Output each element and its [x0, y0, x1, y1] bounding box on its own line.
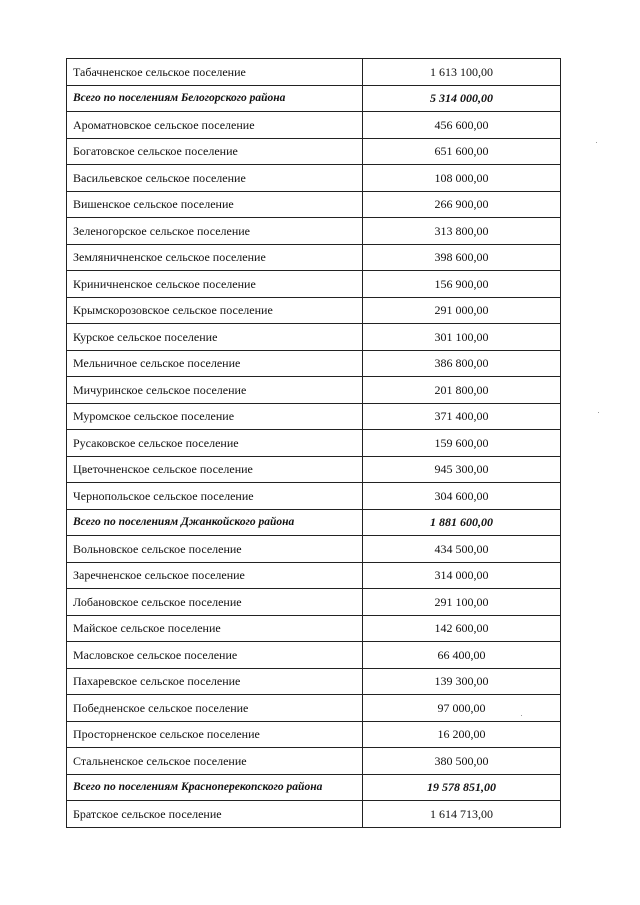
settlement-amount: 291 100,00: [363, 589, 561, 616]
settlement-name: Просторненское сельское поселение: [67, 721, 363, 748]
settlement-amount: 380 500,00: [363, 748, 561, 775]
table-row: [67, 350, 561, 377]
settlement-amount: 108 000,00: [363, 165, 561, 192]
settlement-amount: 314 000,00: [363, 562, 561, 589]
table-row: [67, 668, 561, 695]
settlement-name: Вольновское сельское поселение: [67, 536, 363, 563]
district-total-row: [67, 774, 561, 801]
settlement-name: Курское сельское поселение: [67, 324, 363, 351]
settlement-name: Васильевское сельское поселение: [67, 165, 363, 192]
table-row: [67, 430, 561, 457]
district-total-amount: 5 314 000,00: [363, 85, 561, 112]
table-row: [67, 642, 561, 669]
table-row: [67, 271, 561, 298]
table-row: [67, 589, 561, 616]
settlement-amount: 434 500,00: [363, 536, 561, 563]
settlement-amount: 386 800,00: [363, 350, 561, 377]
table-row: [67, 721, 561, 748]
district-total-row: [67, 85, 561, 112]
settlement-amount: 456 600,00: [363, 112, 561, 139]
settlement-name: Братское сельское поселение: [67, 801, 363, 828]
settlement-name: Масловское сельское поселение: [67, 642, 363, 669]
settlement-name: Богатовское сельское поселение: [67, 138, 363, 165]
settlement-name: Зеленогорское сельское поселение: [67, 218, 363, 245]
scan-speck: [598, 412, 599, 413]
settlement-amount: 398 600,00: [363, 244, 561, 271]
table-row: [67, 377, 561, 404]
district-total-label: Всего по поселениям Джанкойского района: [67, 509, 363, 536]
settlement-name: Табачненское сельское поселение: [67, 59, 363, 86]
table-row: [67, 191, 561, 218]
settlement-amount: 1 613 100,00: [363, 59, 561, 86]
settlement-amount: 156 900,00: [363, 271, 561, 298]
settlement-name: Пахаревское сельское поселение: [67, 668, 363, 695]
settlement-name: Мичуринское сельское поселение: [67, 377, 363, 404]
settlement-amount: 97 000,00: [363, 695, 561, 722]
settlement-amount: 313 800,00: [363, 218, 561, 245]
settlement-name: Стальненское сельское поселение: [67, 748, 363, 775]
settlement-name: Вишенское сельское поселение: [67, 191, 363, 218]
table-row: [67, 218, 561, 245]
settlement-amount: 1 614 713,00: [363, 801, 561, 828]
settlement-amount: 66 400,00: [363, 642, 561, 669]
table-row: [67, 324, 561, 351]
district-total-amount: 19 578 851,00: [363, 774, 561, 801]
district-total-label: Всего по поселениям Белогорского района: [67, 85, 363, 112]
district-total-label: Всего по поселениям Красноперекопского района: [67, 774, 363, 801]
scan-speck: [596, 142, 597, 143]
table-row: [67, 615, 561, 642]
settlement-amount: 371 400,00: [363, 403, 561, 430]
settlement-name: Заречненское сельское поселение: [67, 562, 363, 589]
settlement-amount: 16 200,00: [363, 721, 561, 748]
settlement-name: Лобановское сельское поселение: [67, 589, 363, 616]
settlement-name: Майское сельское поселение: [67, 615, 363, 642]
settlement-name: Земляничненское сельское поселение: [67, 244, 363, 271]
settlement-name: Цветочненское сельское поселение: [67, 456, 363, 483]
settlement-amount: 304 600,00: [363, 483, 561, 510]
settlement-name: Победненское сельское поселение: [67, 695, 363, 722]
settlement-name: Ароматновское сельское поселение: [67, 112, 363, 139]
settlement-amount: 266 900,00: [363, 191, 561, 218]
table-row: [67, 483, 561, 510]
settlement-amount: 159 600,00: [363, 430, 561, 457]
table-body: [67, 59, 561, 828]
table-row: [67, 456, 561, 483]
table-row: [67, 536, 561, 563]
table-row: [67, 138, 561, 165]
table-row: [67, 59, 561, 86]
settlement-amount: 201 800,00: [363, 377, 561, 404]
settlement-amount: 139 300,00: [363, 668, 561, 695]
settlement-name: Криничненское сельское поселение: [67, 271, 363, 298]
table-row: [67, 695, 561, 722]
table-row: [67, 801, 561, 828]
settlement-name: Русаковское сельское поселение: [67, 430, 363, 457]
settlement-amount: 651 600,00: [363, 138, 561, 165]
district-total-amount: 1 881 600,00: [363, 509, 561, 536]
settlement-amount: 945 300,00: [363, 456, 561, 483]
scan-speck: [521, 715, 522, 716]
table-row: [67, 165, 561, 192]
settlement-name: Крымскорозовское сельское поселение: [67, 297, 363, 324]
table-row: [67, 403, 561, 430]
settlements-budget-table: [66, 58, 561, 828]
table-row: [67, 297, 561, 324]
settlement-name: Мельничное сельское поселение: [67, 350, 363, 377]
settlement-amount: 142 600,00: [363, 615, 561, 642]
district-total-row: [67, 509, 561, 536]
table-row: [67, 748, 561, 775]
table-row: [67, 562, 561, 589]
settlement-amount: 291 000,00: [363, 297, 561, 324]
table-row: [67, 112, 561, 139]
settlement-name: Чернопольское сельское поселение: [67, 483, 363, 510]
settlement-amount: 301 100,00: [363, 324, 561, 351]
settlement-name: Муромское сельское поселение: [67, 403, 363, 430]
table-row: [67, 244, 561, 271]
